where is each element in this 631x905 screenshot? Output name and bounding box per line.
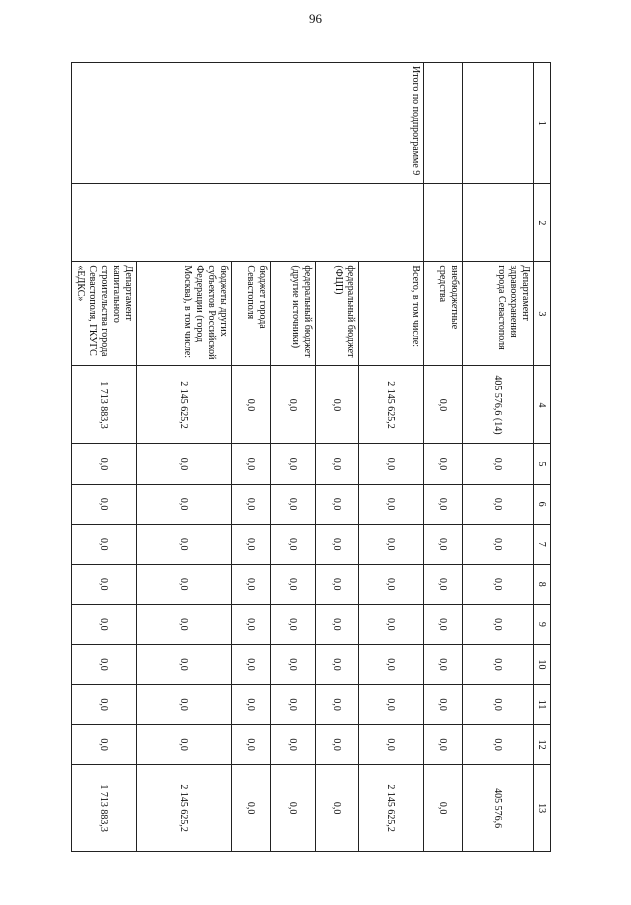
value-cell: 0,0 [463,444,534,484]
value-cell: 0,0 [424,765,463,852]
value-cell: 0,0 [359,444,424,484]
value-cell: 0,0 [424,564,463,604]
col-header: 1 [534,63,551,184]
value-cell: 0,0 [137,685,232,725]
value-cell: 0,0 [232,685,271,725]
col-header: 5 [534,444,551,484]
empty-cell [424,63,463,184]
table-row [359,63,424,852]
value-cell: 1 713 883,3 [72,765,137,852]
value-cell: 0,0 [271,725,316,765]
value-cell: 0,0 [424,444,463,484]
value-cell: 0,0 [463,524,534,564]
value-cell: 0,0 [316,366,359,444]
value-cell: 0,0 [463,725,534,765]
value-cell: 0,0 [72,644,137,684]
value-cell: 0,0 [72,484,137,524]
value-cell: 0,0 [463,564,534,604]
empty-cell [72,184,424,262]
value-cell: 0,0 [137,484,232,524]
col-header: 7 [534,524,551,564]
row-label: бюджет города Севастополя [232,262,271,366]
page-number: 96 [309,11,322,26]
value-cell: 0,0 [72,604,137,644]
value-cell: 0,0 [424,685,463,725]
value-cell: 0,0 [137,524,232,564]
value-cell: 0,0 [359,524,424,564]
col-header: 9 [534,604,551,644]
value-cell: 0,0 [316,644,359,684]
row-label: федеральный бюджет (другие источники) [271,262,316,366]
row-label: внебюджетные средства [424,262,463,366]
value-cell: 0,0 [271,765,316,852]
col-header: 6 [534,484,551,524]
value-cell: 2 145 625,2 [137,765,232,852]
value-cell: 0,0 [137,604,232,644]
value-cell: 0,0 [232,725,271,765]
row-label: федеральный бюджет (ФЦП) [316,262,359,366]
value-cell: 0,0 [316,444,359,484]
value-cell: 0,0 [424,524,463,564]
empty-cell [463,184,534,262]
col-header: 12 [534,725,551,765]
value-cell: 0,0 [137,725,232,765]
col-header: 2 [534,184,551,262]
value-cell: 0,0 [359,644,424,684]
value-cell: 0,0 [316,524,359,564]
empty-cell [463,63,534,184]
value-cell: 0,0 [232,484,271,524]
col-header: 3 [534,262,551,366]
value-cell: 0,0 [232,644,271,684]
value-cell: 0,0 [271,444,316,484]
value-cell: 0,0 [359,564,424,604]
value-cell: 0,0 [463,685,534,725]
value-cell: 0,0 [232,444,271,484]
value-cell: 0,0 [271,366,316,444]
value-cell: 0,0 [463,604,534,644]
value-cell: 0,0 [137,644,232,684]
col-header: 8 [534,564,551,604]
value-cell: 0,0 [316,765,359,852]
value-cell: 2 145 625,2 [137,366,232,444]
value-cell: 0,0 [72,564,137,604]
value-cell: 0,0 [271,564,316,604]
value-cell: 0,0 [271,685,316,725]
col-header: 10 [534,644,551,684]
col-header: 13 [534,765,551,852]
value-cell: 0,0 [232,524,271,564]
table-row [463,63,534,852]
budget-table [71,62,551,852]
rotated-landscape-table [75,62,551,852]
value-cell: 0,0 [232,564,271,604]
value-cell: 0,0 [359,604,424,644]
value-cell: 0,0 [232,765,271,852]
empty-cell [424,184,463,262]
value-cell: 405 576,6 [463,765,534,852]
col-header: 4 [534,366,551,444]
subprogram-total-label: Итого по подпрограмме 9 [72,63,424,184]
value-cell: 0,0 [424,366,463,444]
row-label: Департамент здравоохранения города Севастополя [463,262,534,366]
value-cell: 0,0 [271,644,316,684]
value-cell: 0,0 [316,604,359,644]
table-frame [75,62,551,852]
value-cell: 0,0 [463,644,534,684]
value-cell: 0,0 [271,604,316,644]
value-cell: 0,0 [424,644,463,684]
row-label: Всего, в том числе: [359,262,424,366]
value-cell: 0,0 [359,685,424,725]
value-cell: 0,0 [463,484,534,524]
column-number-row [534,63,551,852]
value-cell: 0,0 [316,484,359,524]
row-label: бюджеты других субъектов Российской Федерации (город Москва), в том числе: [137,262,232,366]
value-cell: 0,0 [271,524,316,564]
value-cell: 0,0 [424,484,463,524]
value-cell: 0,0 [232,366,271,444]
value-cell: 0,0 [316,564,359,604]
value-cell: 0,0 [316,725,359,765]
value-cell: 0,0 [232,604,271,644]
value-cell: 0,0 [316,685,359,725]
value-cell: 0,0 [359,484,424,524]
value-cell: 0,0 [137,564,232,604]
value-cell: 0,0 [72,725,137,765]
value-cell: 2 145 625,2 [359,366,424,444]
value-cell: 0,0 [271,484,316,524]
value-cell: 1 713 883,3 [72,366,137,444]
value-cell: 0,0 [137,444,232,484]
value-cell: 0,0 [72,524,137,564]
value-cell: 0,0 [72,444,137,484]
value-cell: 0,0 [359,725,424,765]
table-row [424,63,463,852]
value-cell: 0,0 [424,725,463,765]
col-header: 11 [534,685,551,725]
row-label: Департамент капитального строительства города Севастополя, ГКУГС «ЕДКС» [72,262,137,366]
value-cell: 405 576,6 (14) [463,366,534,444]
value-cell: 2 145 625,2 [359,765,424,852]
value-cell: 0,0 [72,685,137,725]
value-cell: 0,0 [424,604,463,644]
